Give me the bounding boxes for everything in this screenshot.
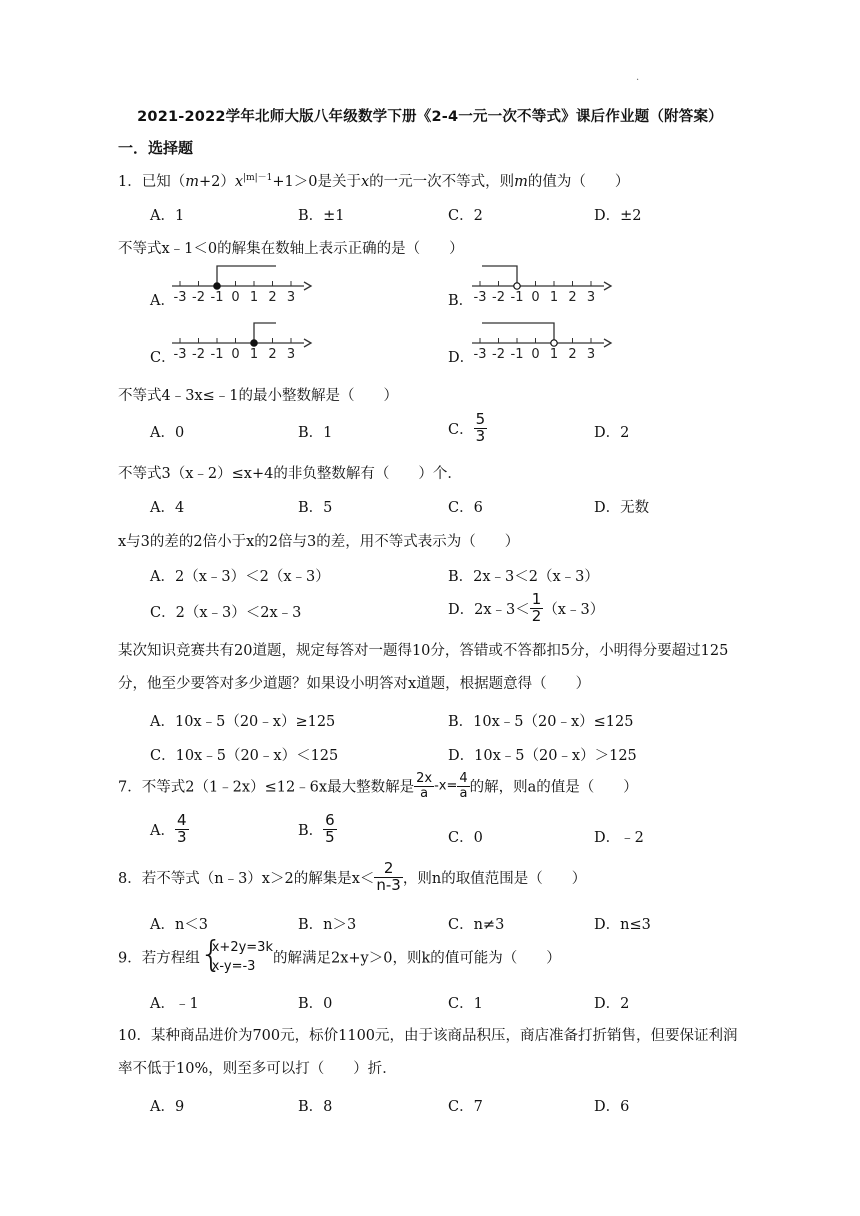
q10-option-a[interactable]: A．9	[150, 1099, 185, 1115]
tick-label: 0	[531, 347, 540, 362]
tick-label: 1	[549, 347, 559, 362]
q8-option-b[interactable]: B．n＞3	[298, 917, 357, 933]
corner-dot: .	[636, 72, 640, 83]
solution-ray	[482, 266, 517, 286]
question-3: 不等式4﹣3x≤﹣1的最小整数解是（ ）	[118, 388, 399, 404]
tick-label: 3	[586, 290, 596, 305]
q6-option-c[interactable]: C．10x﹣5（20﹣x）＜125	[150, 748, 339, 764]
tick-label: 0	[231, 290, 240, 305]
q2-option-c[interactable]: C．	[150, 350, 176, 366]
question-7: 7．不等式2（1﹣2x）≤12﹣6x最大整数解是 $\frac{2x}{a}$ -x= $\frac{4}{a}$ 的解，则a的值是（ ）	[118, 771, 638, 801]
tick-label: 3	[586, 347, 596, 362]
q9-option-b[interactable]: B．0	[298, 996, 333, 1012]
open-point	[514, 283, 520, 289]
tick-label: -1	[510, 290, 524, 305]
tick-label: 1	[249, 290, 259, 305]
q7-option-c[interactable]: C．0	[448, 830, 483, 846]
question-5: x与3的差的2倍小于x的2倍与3的差，用不等式表示为（ ）	[118, 534, 520, 550]
q9-option-d[interactable]: D．2	[594, 996, 630, 1012]
q2-option-a[interactable]: A．	[150, 293, 175, 309]
tick-label: 1	[249, 347, 259, 362]
q4-option-b[interactable]: B．5	[298, 500, 333, 516]
q4-option-c[interactable]: C．6	[448, 500, 483, 516]
open-point	[551, 340, 557, 346]
tick-label: -3	[473, 347, 487, 362]
q5-option-a[interactable]: A．2（x﹣3）＜2（x﹣3）	[150, 569, 330, 585]
q1-option-b[interactable]: B．±1	[298, 208, 345, 224]
number-line-d	[470, 317, 615, 363]
q8-option-a[interactable]: A．n＜3	[150, 917, 209, 933]
q3-option-a[interactable]: A．0	[150, 425, 185, 441]
arrow-icon	[304, 339, 311, 347]
number-line-c	[170, 317, 315, 363]
q5-option-c[interactable]: C．2（x﹣3）＜2x﹣3	[150, 605, 302, 621]
number-line-a	[170, 260, 315, 306]
tick-label: 0	[231, 347, 240, 362]
question-1: 1．已知$(m+2)x^{|m|-1}+1>0$是关于x的一元一次不等式，则m的值为（ ）	[118, 173, 630, 190]
q4-option-d[interactable]: D．无数	[594, 500, 650, 516]
q6-option-a[interactable]: A．10x﹣5（20﹣x）≥125	[150, 714, 336, 730]
q4-option-a[interactable]: A．4	[150, 500, 185, 516]
solution-ray	[217, 266, 276, 286]
tick-label: -2	[192, 347, 205, 362]
tick-label: 2	[568, 347, 577, 362]
tick-label: 0	[531, 290, 540, 305]
q6-option-d[interactable]: D．10x﹣5（20﹣x）＞125	[448, 748, 637, 764]
q2-option-d[interactable]: D．	[448, 350, 475, 366]
q2-option-b[interactable]: B．	[448, 293, 474, 309]
q9-option-a[interactable]: A．﹣1	[150, 996, 199, 1012]
arrow-icon	[604, 339, 611, 347]
q1-option-a[interactable]: A．1	[150, 208, 185, 224]
tick-label: 3	[286, 347, 296, 362]
q7-option-d[interactable]: D．﹣2	[594, 830, 644, 846]
tick-label: -1	[210, 347, 224, 362]
tick-label: -3	[173, 347, 187, 362]
q1-option-c[interactable]: C．2	[448, 208, 483, 224]
tick-label: -2	[492, 347, 505, 362]
section-heading: 一．选择题	[118, 139, 194, 157]
number-line-b	[470, 260, 615, 306]
tick-label: 2	[268, 290, 277, 305]
tick-label: -3	[473, 290, 487, 305]
q3-option-c[interactable]: C． $\frac{5}{3}$	[448, 410, 486, 445]
q8-option-c[interactable]: C．n≠3	[448, 917, 505, 933]
q7-option-b[interactable]: B． $\frac{6}{5}$	[298, 811, 335, 846]
q5-option-d[interactable]: D．2x﹣3＜ $\frac{1}{2}$ （x﹣3）	[448, 590, 605, 625]
arrow-icon	[604, 282, 611, 290]
q10-option-c[interactable]: C．7	[448, 1099, 483, 1115]
question-6: 某次知识竞赛共有20道题，规定每答对一题得10分，答错或不答都扣5分，小明得分要超过125分，他至少要答对多少道题？如果设小明答对x道题，根据题意得（ ）	[118, 643, 729, 692]
tick-label: -2	[192, 290, 205, 305]
solution-ray	[482, 323, 554, 343]
tick-label: -2	[492, 290, 505, 305]
question-8: 8．若不等式（n﹣3）x＞2的解集是x＜ $\frac{2}{n-3}$ ，则n的取值范围是（ ）	[118, 859, 587, 894]
q10-option-d[interactable]: D．6	[594, 1099, 630, 1115]
tick-label: 3	[286, 290, 296, 305]
tick-label: 2	[568, 290, 577, 305]
question-10: 10．某种商品进价为700元，标价1100元，由于该商品积压，商店准备打折销售，但要保证利润率不低于10%，则至多可以打（ ）折．	[118, 1028, 738, 1077]
tick-label: -1	[210, 290, 224, 305]
tick-label: 1	[549, 290, 559, 305]
q7-option-a[interactable]: A． $\frac{4}{3}$	[150, 811, 187, 846]
document-title: 2021-2022学年北师大版八年级数学下册《2-4一元一次不等式》课后作业题（附答案）	[137, 109, 723, 125]
q10-option-b[interactable]: B．8	[298, 1099, 333, 1115]
q3-option-d[interactable]: D．2	[594, 425, 630, 441]
question-2: 不等式x﹣1＜0的解集在数轴上表示正确的是（ ）	[118, 241, 464, 257]
tick-label: 2	[268, 347, 277, 362]
q6-option-b[interactable]: B．10x﹣5（20﹣x）≤125	[448, 714, 634, 730]
filled-point	[214, 283, 220, 289]
question-9: 9．若方程组 { x+2y=3k x-y=-3 的解满足2x+y＞0，则k的值可能为（ ）	[118, 934, 561, 975]
arrow-icon	[304, 282, 311, 290]
tick-label: -1	[510, 347, 524, 362]
tick-label: -3	[173, 290, 187, 305]
q3-option-b[interactable]: B．1	[298, 425, 333, 441]
equation-system: { x+2y=3k x-y=-3	[199, 934, 273, 975]
q9-option-c[interactable]: C．1	[448, 996, 483, 1012]
question-4: 不等式3（x﹣2）≤x+4的非负整数解有（ ）个．	[118, 466, 462, 482]
q8-option-d[interactable]: D．n≤3	[594, 917, 651, 933]
q5-option-b[interactable]: B．2x﹣3＜2（x﹣3）	[448, 569, 599, 585]
filled-point	[251, 340, 257, 346]
q1-option-d[interactable]: D．±2	[594, 208, 642, 224]
